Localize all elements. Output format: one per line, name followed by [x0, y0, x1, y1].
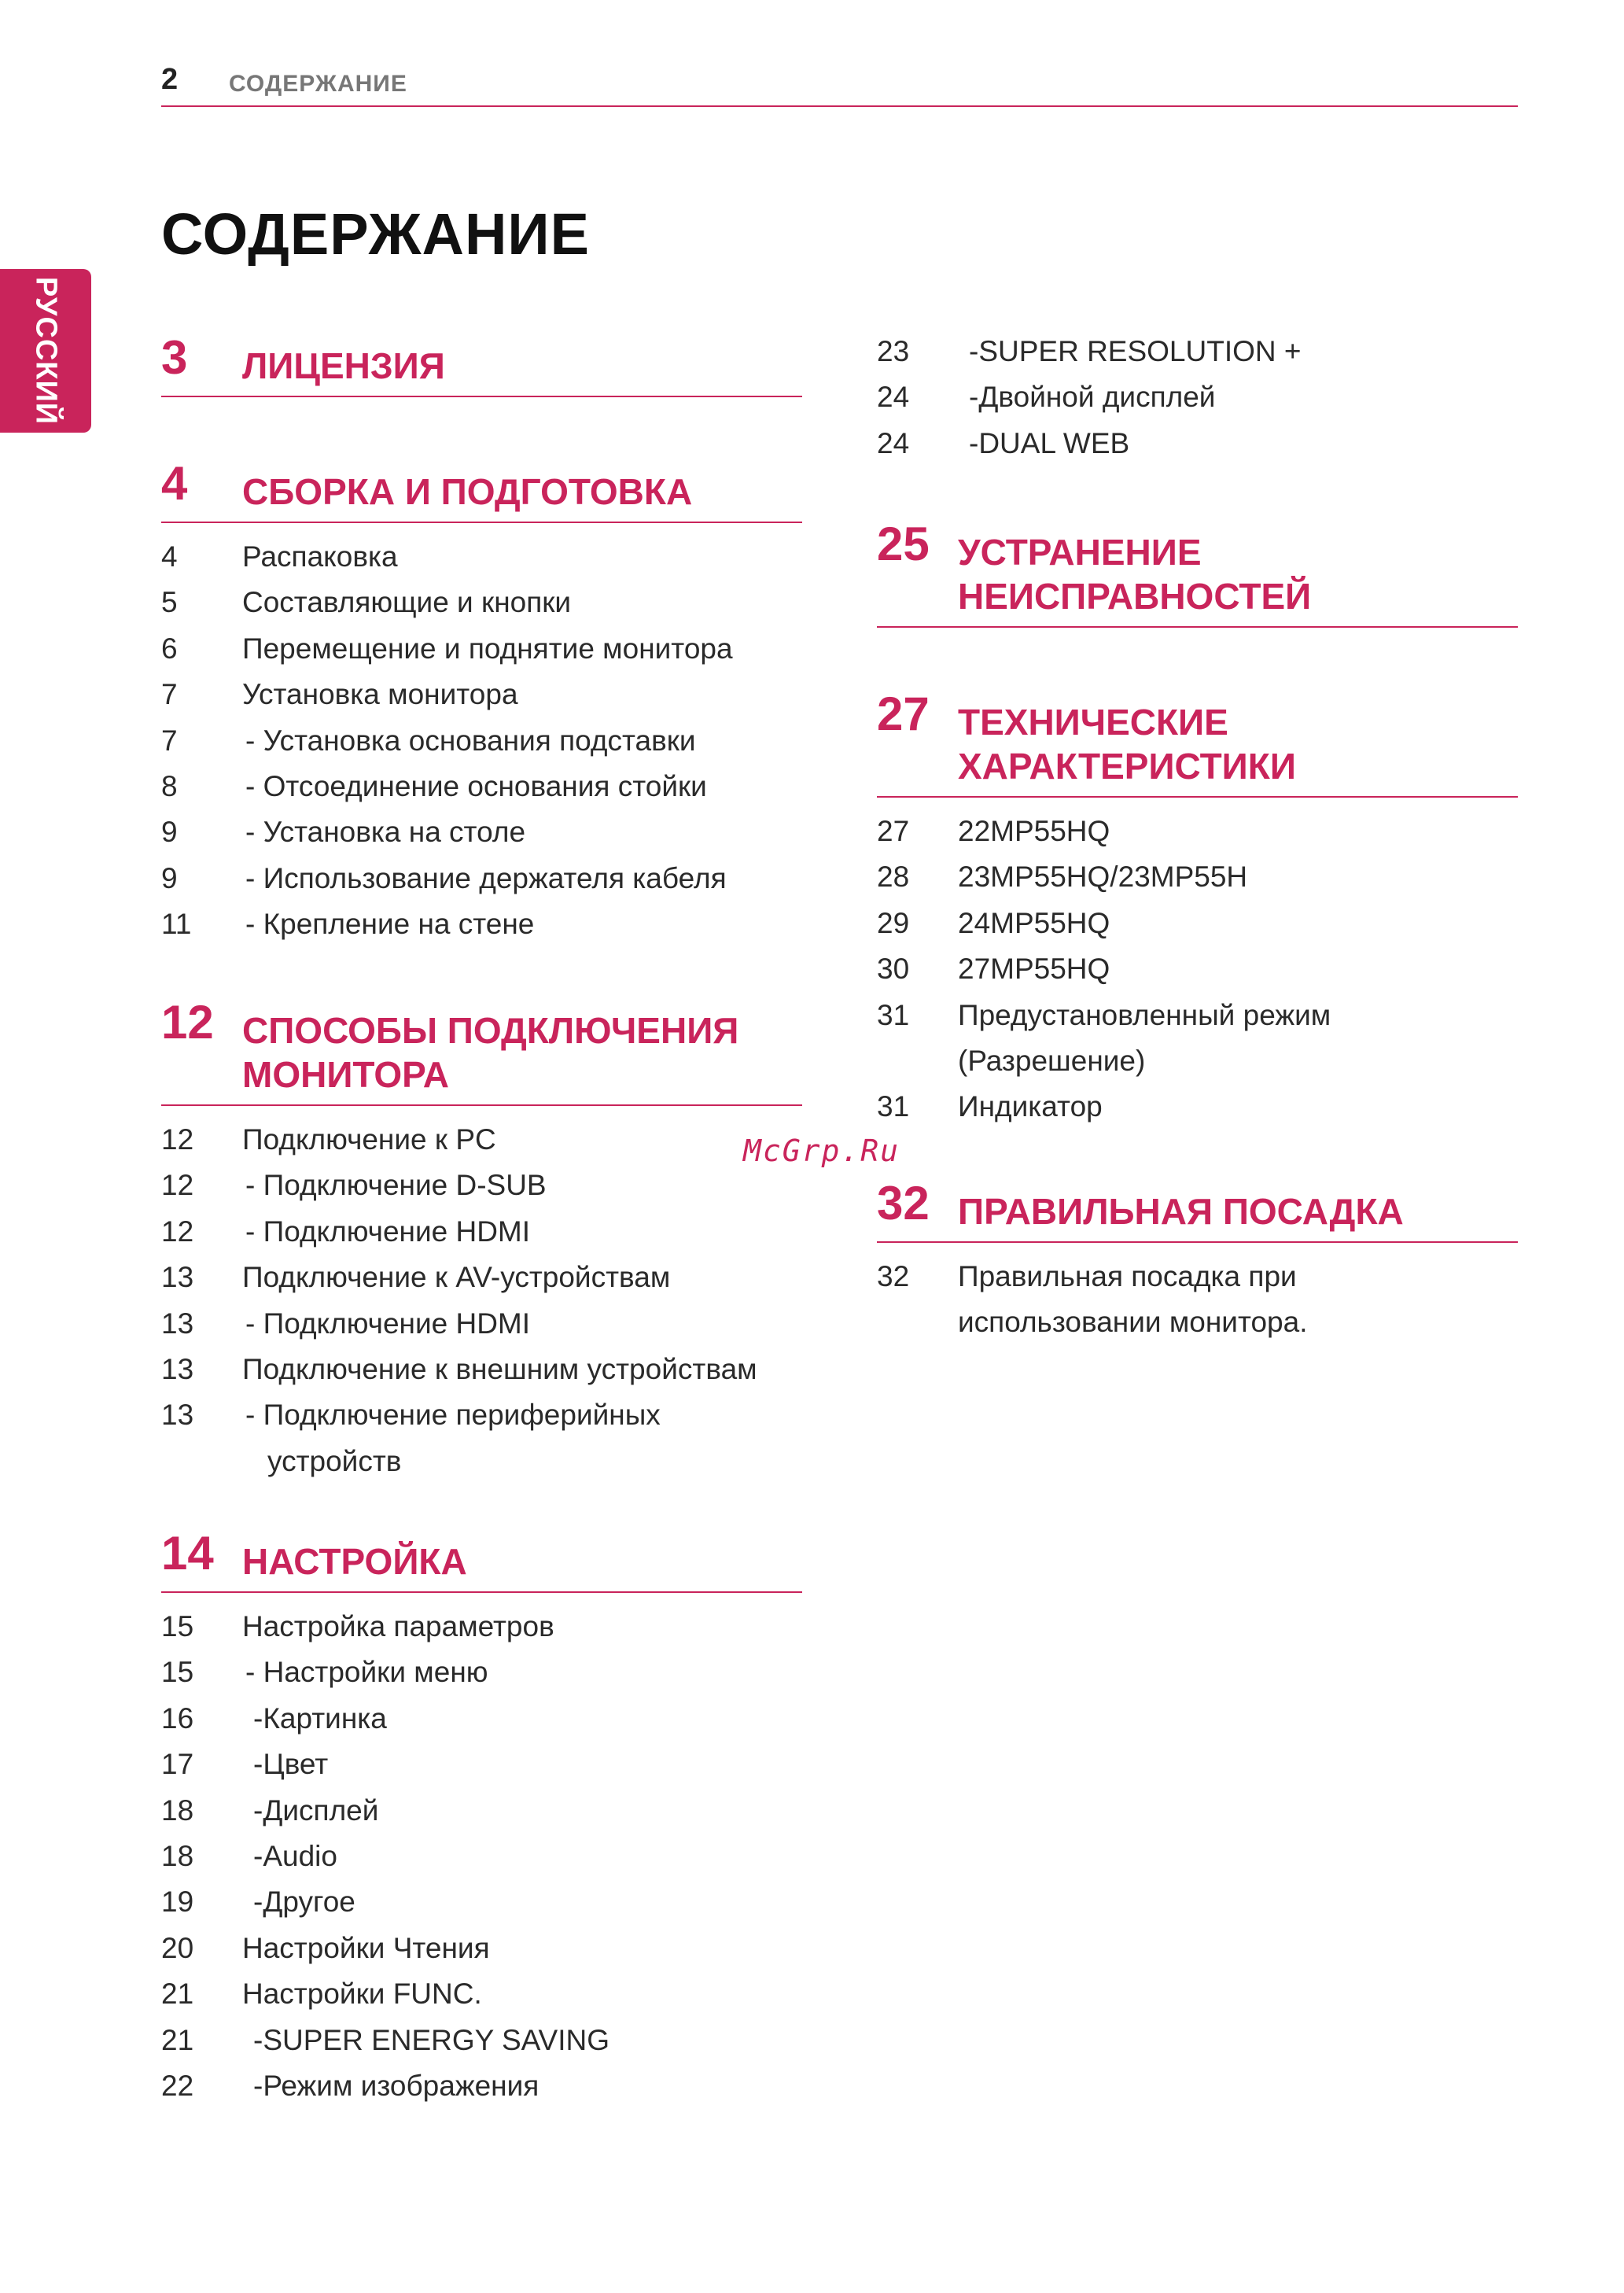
toc-entry-text: Настройка параметров — [242, 1610, 554, 1642]
toc-subentry[interactable] — [161, 1742, 802, 1787]
toc-entry[interactable] — [161, 534, 802, 580]
toc-subentry[interactable] — [877, 421, 1518, 466]
section-number: 14 — [161, 1527, 214, 1580]
toc-entry-text: - Подключение периферийных — [245, 1399, 661, 1432]
toc-entry-page: 19 — [161, 1886, 194, 1919]
toc-entry[interactable] — [877, 854, 1518, 900]
toc-entry-text: - Подключение D-SUB — [245, 1169, 547, 1202]
section-heading — [161, 331, 802, 397]
toc-entry-text: Составляющие и кнопки — [242, 586, 572, 619]
toc-entry-text: -DUAL WEB — [969, 426, 1130, 459]
toc-subentry[interactable] — [877, 374, 1518, 420]
toc-entry[interactable] — [877, 993, 1518, 1038]
section-number: 32 — [877, 1177, 930, 1229]
section-settings-continued — [877, 329, 1518, 466]
section-specs — [877, 688, 1518, 1130]
section-license — [161, 331, 802, 397]
toc-subentry[interactable] — [161, 1301, 802, 1347]
toc-entry-page: 7 — [161, 678, 178, 711]
toc-entry[interactable] — [161, 1604, 802, 1650]
toc-entry-page: 31 — [877, 1090, 910, 1123]
toc-entry-text: Подключение к PC — [242, 1123, 496, 1156]
section-title — [958, 521, 1518, 618]
section-heading — [161, 457, 802, 523]
section-number: 25 — [877, 518, 930, 570]
toc-entry-page: 27 — [877, 815, 910, 847]
toc-entry-list — [877, 809, 1518, 1130]
toc-entry-page: 24 — [877, 381, 910, 414]
toc-entry-page: 21 — [161, 2023, 194, 2056]
toc-entry-text: Подключение к AV-устройствам — [242, 1261, 671, 1294]
toc-entry-text: -Двойной дисплей — [969, 381, 1216, 414]
page-title: СОДЕРЖАНИЕ — [161, 201, 590, 267]
toc-entry-page: 24 — [877, 426, 910, 459]
toc-entry[interactable] — [161, 1926, 802, 1971]
toc-entry-text: Настройки Чтения — [242, 1931, 490, 1964]
toc-subentry[interactable] — [161, 901, 802, 947]
toc-entry-text: Предустановленный режим — [958, 998, 1331, 1031]
toc-entry-text: - Настройки меню — [245, 1656, 488, 1689]
toc-entry-list — [877, 329, 1518, 466]
toc-entry-text: 27MP55HQ — [958, 953, 1110, 986]
toc-entry-text: - Подключение HDMI — [245, 1215, 531, 1248]
section-title: НАСТРОЙКА — [242, 1541, 467, 1582]
toc-entry-text: -Режим изображения — [253, 2069, 539, 2102]
toc-entry-text: Перемещение и поднятие монитора — [242, 632, 733, 665]
toc-entry-text: Правильная посадка при — [958, 1260, 1297, 1292]
section-assembly — [161, 457, 802, 948]
page-number: 2 — [161, 63, 179, 96]
toc-subentry[interactable] — [161, 2063, 802, 2109]
toc-entry-text: (Разрешение) — [958, 1044, 1146, 1077]
toc-entry-page: 9 — [161, 816, 178, 849]
section-title: СБОРКА И ПОДГОТОВКА — [242, 471, 693, 512]
toc-entry-text: -Другое — [253, 1886, 355, 1919]
toc-entry-list — [877, 1254, 1518, 1346]
watermark: McGrp.Ru — [743, 1134, 900, 1168]
toc-entry[interactable] — [877, 901, 1518, 946]
toc-entry[interactable] — [161, 580, 802, 625]
toc-entry-text: -SUPER RESOLUTION + — [969, 335, 1302, 367]
language-tab — [0, 269, 91, 433]
language-tab-label: РУССКИЙ — [29, 276, 63, 426]
toc-subentry[interactable] — [161, 809, 802, 855]
section-troubleshooting — [877, 518, 1518, 628]
section-title-line: ТЕХНИЧЕСКИЕ — [958, 702, 1228, 743]
toc-entry-page: 13 — [161, 1399, 194, 1432]
toc-entry-page: 23 — [877, 335, 910, 367]
toc-entry-page: 13 — [161, 1352, 194, 1385]
toc-entry-text: Индикатор — [958, 1090, 1103, 1123]
toc-entry-text: -Audio — [253, 1839, 337, 1872]
toc-entry-text: -Цвет — [253, 1748, 329, 1781]
toc-entry-text: Установка монитора — [242, 678, 518, 711]
header-title: СОДЕРЖАНИЕ — [229, 71, 407, 97]
toc-subentry[interactable] — [161, 1163, 802, 1208]
toc-entry-page: 28 — [877, 861, 910, 894]
toc-entry-page: 16 — [161, 1701, 194, 1734]
toc-entry-text: 23MP55HQ/23MP55H — [958, 861, 1248, 894]
toc-entry-text: - Отсоединение основания стойки — [245, 769, 707, 802]
toc-entry[interactable] — [161, 1117, 802, 1163]
toc-subentry[interactable] — [161, 1209, 802, 1255]
toc-entry[interactable] — [161, 1971, 802, 2017]
toc-subentry[interactable] — [161, 718, 802, 764]
toc-subentry[interactable] — [161, 2018, 802, 2063]
toc-entry-page: 29 — [877, 906, 910, 939]
section-title: ЛИЦЕНЗИЯ — [242, 345, 445, 386]
toc-entry-text: - Использование держателя кабеля — [245, 861, 727, 894]
toc-entry-text: - Установка основания подставки — [245, 724, 696, 757]
toc-entry-page: 15 — [161, 1610, 194, 1642]
toc-entry-page: 12 — [161, 1123, 194, 1156]
toc-entry-page: 11 — [161, 908, 192, 941]
toc-entry[interactable] — [877, 1254, 1518, 1299]
toc-entry-list — [161, 534, 802, 948]
toc-subentry[interactable] — [161, 1834, 802, 1879]
toc-entry-list — [161, 1117, 802, 1484]
toc-entry-page: 22 — [161, 2069, 194, 2102]
toc-entry-page: 7 — [161, 724, 178, 757]
toc-entry-text: 22MP55HQ — [958, 815, 1110, 847]
section-title-line: УСТРАНЕНИЕ — [958, 532, 1202, 573]
toc-entry-continuation[interactable] — [877, 1299, 1518, 1345]
section-title-line: ХАРАКТЕРИСТИКИ — [958, 746, 1296, 787]
toc-entry-page: 30 — [877, 953, 910, 986]
toc-entry[interactable] — [877, 809, 1518, 854]
toc-entry-text: -Дисплей — [253, 1793, 379, 1827]
toc-entry-page: 12 — [161, 1215, 194, 1248]
toc-entry-continuation[interactable] — [161, 1439, 802, 1484]
toc-subentry[interactable] — [161, 1696, 802, 1742]
toc-entry-page: 12 — [161, 1169, 194, 1202]
toc-entry-text: Распаковка — [242, 540, 398, 573]
section-number: 27 — [877, 688, 930, 740]
toc-entry-text: -SUPER ENERGY SAVING — [253, 2023, 610, 2056]
toc-entry-page: 4 — [161, 540, 178, 573]
toc-entry-page: 20 — [161, 1931, 194, 1964]
toc-entry-page: 13 — [161, 1261, 194, 1294]
toc-entry-text: 24MP55HQ — [958, 906, 1110, 939]
section-title — [958, 691, 1518, 788]
toc-entry-text: - Крепление на стене — [245, 908, 535, 941]
section-title: ПРАВИЛЬНАЯ ПОСАДКА — [958, 1191, 1404, 1232]
toc-entry-text: - Подключение HDMI — [245, 1307, 531, 1340]
toc-entry-page: 21 — [161, 1978, 194, 2011]
toc-subentry[interactable] — [161, 764, 802, 809]
toc-entry[interactable] — [877, 1084, 1518, 1130]
toc-entry-list — [161, 1604, 802, 2109]
toc-subentry[interactable] — [161, 856, 802, 901]
toc-subentry[interactable] — [877, 329, 1518, 374]
toc-entry-page: 31 — [877, 998, 910, 1031]
section-settings — [161, 1527, 802, 2109]
section-number: 12 — [161, 996, 214, 1049]
toc-entry-page: 18 — [161, 1793, 194, 1827]
toc-entry-text: использовании монитора. — [958, 1306, 1308, 1339]
toc-subentry[interactable] — [161, 1650, 802, 1695]
toc-entry-page: 15 — [161, 1656, 194, 1689]
toc-entry[interactable] — [161, 626, 802, 672]
toc-entry-page: 18 — [161, 1839, 194, 1872]
section-heading — [877, 518, 1518, 628]
toc-entry[interactable] — [161, 672, 802, 717]
section-number: 4 — [161, 457, 188, 510]
toc-entry-text: -Картинка — [253, 1701, 387, 1734]
toc-entry[interactable] — [161, 1347, 802, 1392]
page-header — [161, 63, 1518, 107]
toc-entry[interactable] — [161, 1255, 802, 1300]
toc-entry-text: Подключение к внешним устройствам — [242, 1352, 757, 1385]
toc-subentry[interactable] — [161, 1392, 802, 1438]
section-number: 3 — [161, 331, 188, 384]
toc-entry-page: 5 — [161, 586, 178, 619]
toc-entry-page: 9 — [161, 861, 178, 894]
toc-subentry[interactable] — [161, 1788, 802, 1834]
section-title-line: МОНИТОРА — [242, 1054, 449, 1095]
toc-entry-page: 32 — [877, 1260, 910, 1292]
section-posture — [877, 1177, 1518, 1346]
toc-entry-text: устройств — [267, 1444, 402, 1477]
section-heading — [161, 1527, 802, 1593]
toc-entry-page: 13 — [161, 1307, 194, 1340]
section-title — [242, 999, 802, 1097]
toc-entry[interactable] — [877, 946, 1518, 992]
toc-entry-page: 17 — [161, 1748, 194, 1781]
toc-entry-text: Настройки FUNC. — [242, 1978, 482, 2011]
toc-subentry[interactable] — [161, 1879, 802, 1925]
section-title-line: НЕИСПРАВНОСТЕЙ — [958, 576, 1312, 617]
section-heading — [877, 1177, 1518, 1243]
toc-entry-text: - Установка на столе — [245, 816, 526, 849]
section-heading — [877, 688, 1518, 798]
section-heading — [161, 996, 802, 1106]
toc-entry-page: 6 — [161, 632, 178, 665]
section-title-line: СПОСОБЫ ПОДКЛЮЧЕНИЯ — [242, 1010, 739, 1051]
toc-entry-page: 8 — [161, 769, 178, 802]
section-connection — [161, 996, 802, 1484]
toc-entry-continuation[interactable] — [877, 1038, 1518, 1084]
